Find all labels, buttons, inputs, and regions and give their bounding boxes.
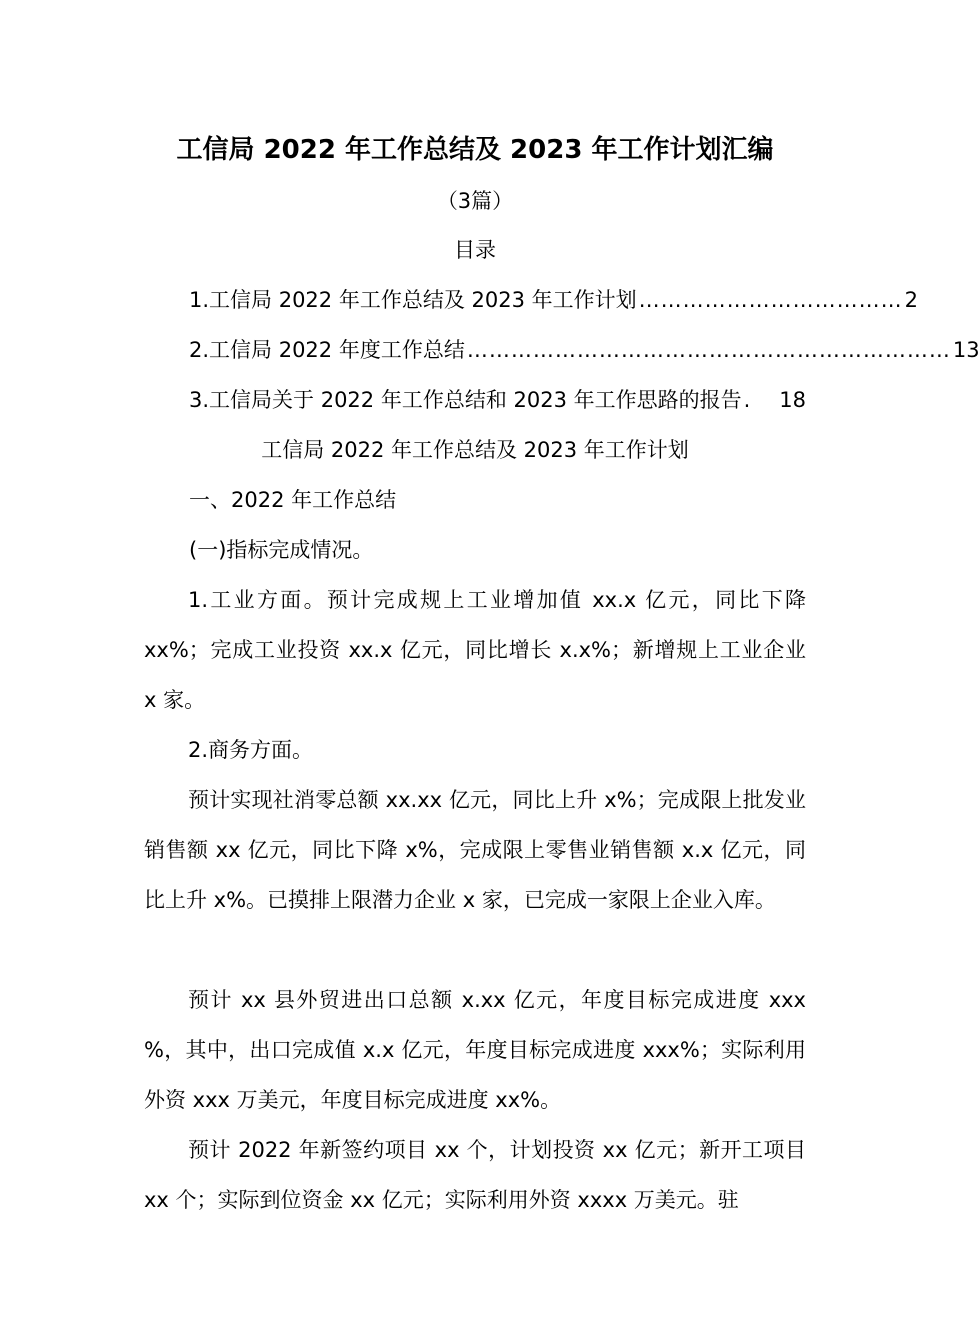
toc-entry-1[interactable]: [189, 285, 918, 315]
toc-entry-label: 1.工信局 2022 年工作总结及 2023 年工作计划: [189, 288, 637, 312]
document-title: 工信局 2022 年工作总结及 2023 年工作计划汇编: [176, 135, 774, 165]
toc-heading: 目录: [454, 238, 496, 262]
paragraph-investment: 预计 2022 年新签约项目 xx 个，计划投资 xx 亿元；新开工项目 xx 个；实际到位资金 xx 亿元；实际利用外资 xxxx 万美元。驻: [144, 1138, 806, 1212]
toc-page-number: 18: [779, 388, 806, 412]
paragraph-commerce-heading: 2.商务方面。: [188, 738, 314, 762]
toc-entry-2[interactable]: [189, 335, 980, 365]
toc-entry-label: 2.工信局 2022 年度工作总结: [189, 338, 465, 362]
toc-leader-dots: ………………………………: [638, 288, 903, 312]
paragraph-retail: 预计实现社消零总额 xx.xx 亿元，同比上升 x%；完成限上批发业销售额 xx 亿元，同比下降 x%，完成限上零售业销售额 x.x 亿元，同比上升 x%。已摸排上限潜力企业 x 家，已完成一家限上企业入库。: [144, 788, 806, 912]
heading-level-1: 一、2022 年工作总结: [189, 488, 397, 512]
toc-page-number: 2: [904, 288, 918, 312]
toc-entry-label: 3.工信局关于 2022 年工作总结和 2023 年工作思路的报告: [189, 388, 742, 412]
toc-leader-dots: …………………………………………………………: [466, 338, 951, 362]
paragraph-foreign-trade: 预计 xx 县外贸进出口总额 x.xx 亿元，年度目标完成进度 xxx %，其中，出口完成值 x.x 亿元，年度目标完成进度 xxx%；实际利用外资 xxx 万美元，年度目标完成进度 xx%。: [144, 988, 806, 1112]
toc-leader-dots: .: [743, 388, 752, 412]
paragraph-industry: 1.工业方面。预计完成规上工业增加值 xx.x 亿元，同比下降 xx%；完成工业投资 xx.x 亿元，同比增长 x.x%；新增规上工业企业 x 家。: [144, 588, 806, 712]
toc-page-number: 13: [952, 338, 980, 362]
section-title: 工信局 2022 年工作总结及 2023 年工作计划: [261, 438, 689, 462]
toc-entry-3[interactable]: [189, 385, 806, 415]
heading-level-2: (一)指标完成情况。: [189, 538, 374, 562]
document-subtitle: （3篇）: [436, 189, 514, 213]
